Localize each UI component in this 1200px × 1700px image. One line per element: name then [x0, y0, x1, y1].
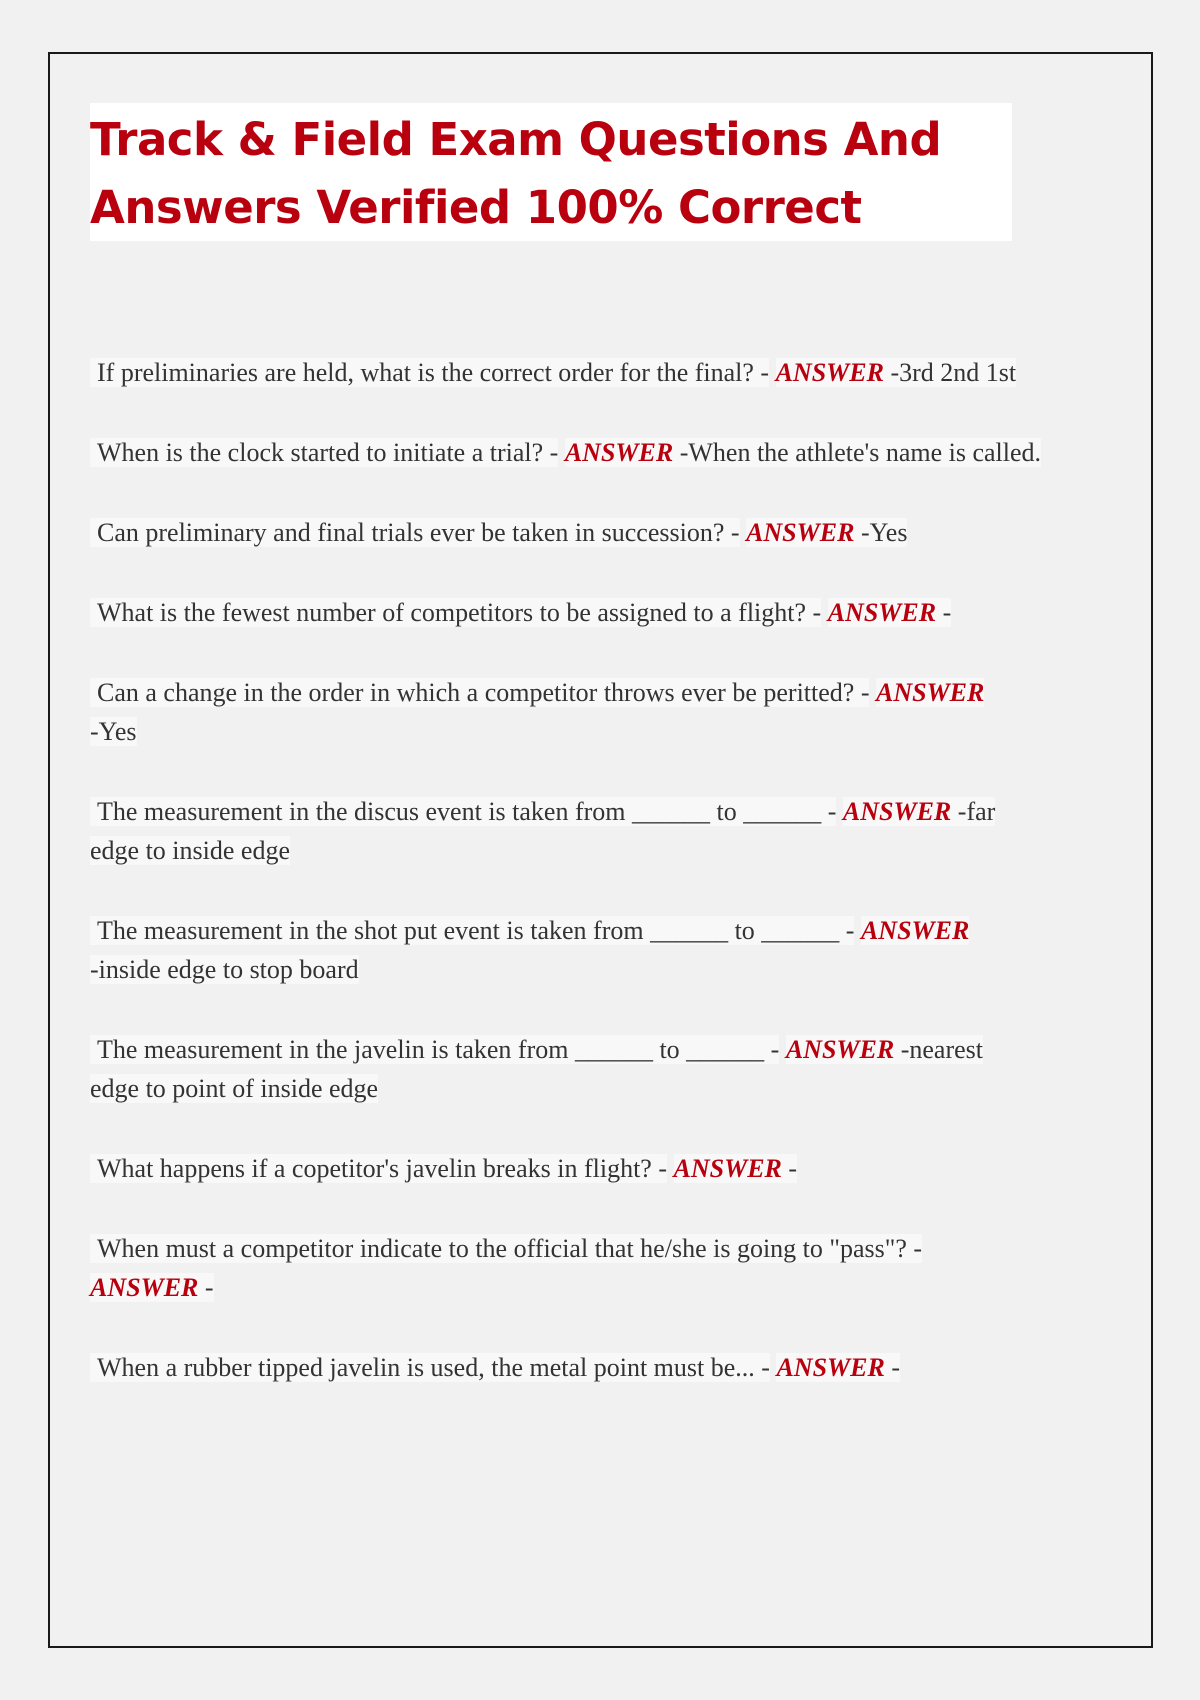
- question-text: When is the clock started to initiate a trial? -: [90, 438, 558, 467]
- answer-label: ANSWER: [775, 358, 891, 387]
- answer-label: ANSWER: [860, 916, 970, 945]
- answer-label: ANSWER: [875, 678, 985, 707]
- answer-label: ANSWER: [785, 1035, 901, 1064]
- answer-text: -inside edge to stop board: [90, 955, 359, 984]
- answer-text: -3rd 2nd 1st: [890, 358, 1017, 387]
- answer-label: ANSWER: [564, 438, 680, 467]
- question-text: When must a competitor indicate to the official that he/she is going to "pass"? -: [90, 1234, 922, 1263]
- answer-text: -: [942, 598, 952, 627]
- answer-text: -Yes: [90, 717, 137, 746]
- answer-text: -: [204, 1273, 214, 1302]
- qa-list: [90, 353, 1050, 1428]
- qa-item: [90, 1348, 1050, 1387]
- qa-item: [90, 792, 1050, 870]
- question-text: The measurement in the discus event is taken from ______ to ______ -: [90, 797, 836, 826]
- question-text: When a rubber tipped javelin is used, the metal point must be... -: [90, 1353, 770, 1382]
- question-text: Can a change in the order in which a competitor throws ever be peritted? -: [90, 678, 869, 707]
- answer-text: -: [891, 1353, 901, 1382]
- document-title: [90, 103, 1012, 241]
- answer-text: -: [788, 1154, 798, 1183]
- answer-label: ANSWER: [776, 1353, 892, 1382]
- answer-label: ANSWER: [673, 1154, 789, 1183]
- question-text: If preliminaries are held, what is the correct order for the final? -: [90, 358, 769, 387]
- qa-item: [90, 1149, 1050, 1188]
- title-line-1: Track & Field Exam Questions And: [90, 113, 942, 166]
- question-text: The measurement in the shot put event is taken from ______ to ______ -: [90, 916, 854, 945]
- qa-item: [90, 673, 990, 751]
- qa-item: [90, 433, 1050, 472]
- answer-label: ANSWER: [90, 1273, 205, 1302]
- qa-item: [90, 1030, 1020, 1108]
- question-text: What is the fewest number of competitors to be assigned to a flight? -: [90, 598, 821, 627]
- qa-item: [90, 513, 1050, 552]
- answer-label: ANSWER: [746, 518, 861, 547]
- question-text: Can preliminary and final trials ever be taken in succession? -: [90, 518, 740, 547]
- answer-text: -Yes: [860, 518, 908, 547]
- qa-item: [90, 353, 1040, 392]
- title-line-2: Answers Verified 100% Correct: [90, 181, 862, 234]
- question-text: The measurement in the javelin is taken from ______ to ______ -: [90, 1035, 779, 1064]
- qa-item: [90, 911, 970, 989]
- qa-item: [90, 593, 1050, 632]
- question-text: What happens if a copetitor's javelin breaks in flight? -: [90, 1154, 667, 1183]
- qa-item: [90, 1229, 1030, 1307]
- answer-label: ANSWER: [842, 797, 958, 826]
- answer-text: -far edge to inside edge: [90, 797, 996, 865]
- answer-label: ANSWER: [827, 598, 943, 627]
- answer-text: -nearest edge to point of inside edge: [90, 1035, 984, 1103]
- answer-text: -When the athlete's name is called.: [679, 438, 1042, 467]
